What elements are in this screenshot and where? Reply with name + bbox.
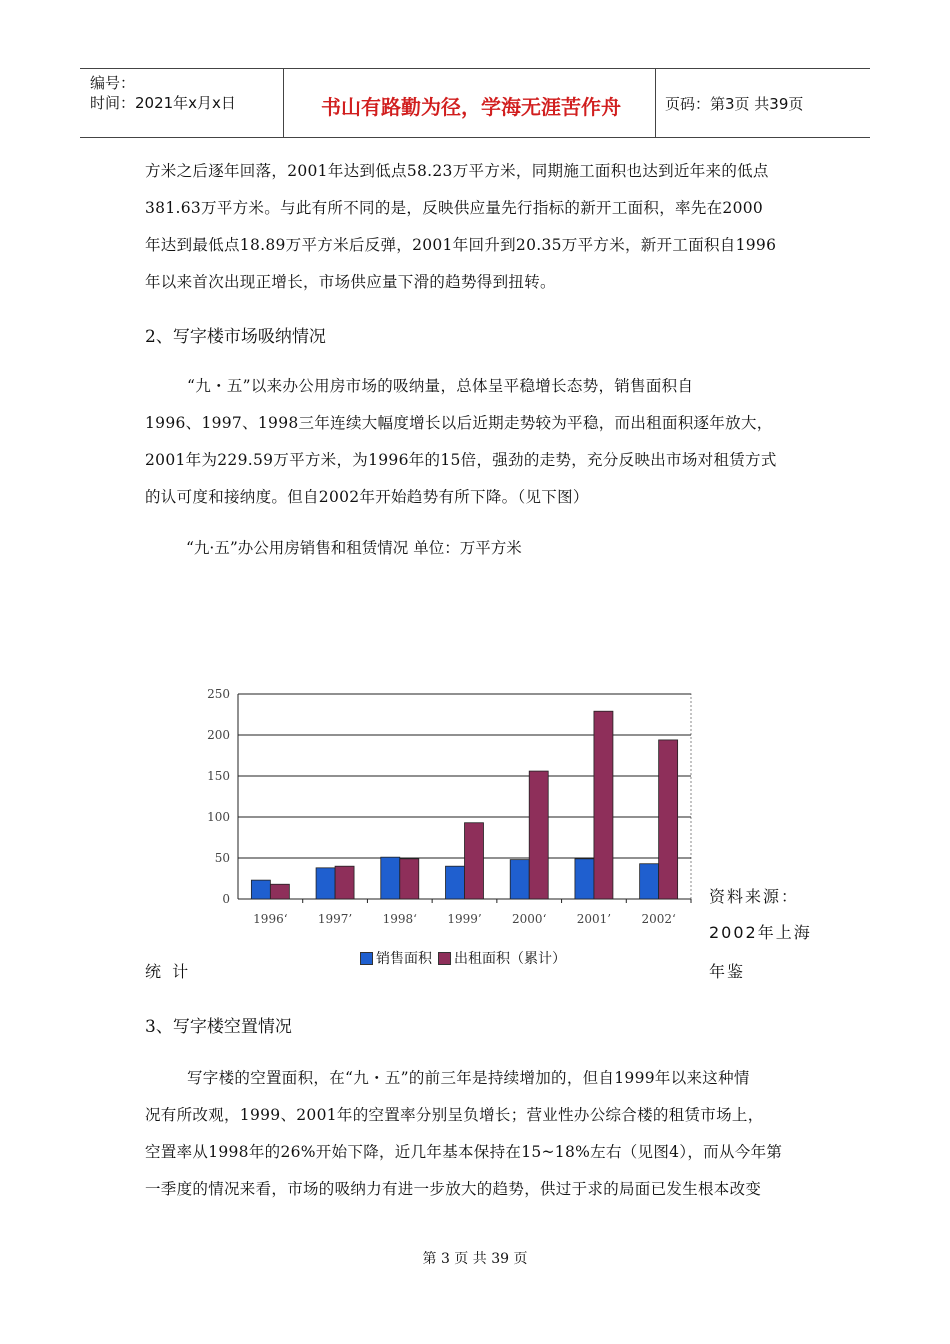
bar-rent (400, 859, 419, 899)
paragraph-line: 1996、1997、1998三年连续大幅度增长以后近期走势较为平稳，而出租面积逐年放大， (145, 414, 773, 432)
x-tick-label: 1999’ (447, 912, 482, 926)
bar-rent (659, 740, 678, 899)
bar-sales (381, 857, 400, 899)
bar-rent (270, 884, 289, 899)
bar-rent (335, 866, 354, 899)
number-label: 编号： (90, 74, 136, 92)
y-tick-label: 250 (207, 687, 230, 701)
x-tick-label: 2002‘ (641, 912, 676, 926)
paragraph-line: 年以来首次出现正增长，市场供应量下滑的趋势得到扭转。 (145, 273, 556, 291)
time-label: 时间：2021年x月x日 (90, 94, 236, 112)
bar-sales (251, 880, 270, 899)
paragraph-1 (145, 153, 815, 301)
x-tick-label: 1998‘ (382, 912, 417, 926)
paragraph-line: 一季度的情况来看，市场的吸纳力有进一步放大的趋势，供过于求的局面已发生根本改变 (145, 1180, 762, 1198)
page-header (80, 68, 870, 138)
bar-rent (594, 711, 613, 899)
bar-rent (529, 771, 548, 899)
section-heading-2: 2、写字楼市场吸纳情况 (145, 327, 326, 347)
paragraph-line: 的认可度和接纳度。但自2002年开始趋势有所下降。（见下图） (145, 488, 589, 506)
paragraph-line: 况有所改观，1999、2001年的空置率分别呈负增长；营业性办公综合楼的租赁市场上， (145, 1106, 764, 1124)
source-line-3a: 统 计 (145, 962, 192, 981)
paragraph-line: 方米之后逐年回落，2001年达到低点58.23万平方米，同期施工面积也达到近年来的低点 (145, 162, 769, 180)
header-divider-2 (655, 69, 656, 137)
y-tick-label: 150 (207, 769, 230, 783)
header-meta (90, 73, 236, 113)
bar-chart (200, 680, 700, 930)
y-tick-label: 100 (207, 810, 230, 824)
y-tick-label: 0 (222, 892, 230, 906)
section-heading-3: 3、写字楼空置情况 (145, 1017, 292, 1037)
source-line-3b: 年鉴 (709, 962, 746, 981)
bar-sales (316, 868, 335, 899)
bar-rent (465, 823, 484, 899)
header-page-label: 页码：第3页 共39页 (665, 95, 804, 113)
source-line-1: 资料来源： (709, 887, 800, 906)
bar-sales (510, 860, 529, 899)
page-footer: 第 3 页 共 39 页 (422, 1251, 528, 1267)
x-tick-label: 1996‘ (253, 912, 288, 926)
paragraph-3 (145, 1060, 815, 1208)
chart-caption: “九·五”办公用房销售和租赁情况 单位：万平方米 (186, 539, 522, 557)
x-tick-label: 2001’ (576, 912, 612, 926)
x-tick-label: 2000‘ (512, 912, 547, 926)
y-tick-label: 200 (207, 728, 230, 742)
legend-swatch-sales (360, 952, 373, 965)
bar-sales (446, 866, 465, 899)
bar-sales (575, 859, 594, 899)
paragraph-line: “九・五”以来办公用房市场的吸纳量，总体呈平稳增长态势，销售面积自 (187, 377, 694, 395)
x-tick-label: 1997’ (317, 912, 353, 926)
bar-sales (640, 864, 659, 899)
paragraph-line: 2001年为229.59万平方米，为1996年的15倍，强劲的走势，充分反映出市场对租赁方式 (145, 451, 777, 469)
source-line-2: 2002年上海 (709, 923, 812, 942)
header-divider-1 (283, 69, 284, 137)
chart-legend (360, 948, 566, 968)
legend-label-sales: 销售面积 (376, 951, 432, 967)
paragraph-line: 381.63万平方米。与此有所不同的是，反映供应量先行指标的新开工面积，率先在2000 (145, 199, 764, 217)
legend-label-rent: 出租面积（累计） (454, 951, 566, 967)
legend-swatch-rent (438, 952, 451, 965)
y-tick-label: 50 (214, 851, 230, 865)
paragraph-line: 年达到最低点18.89万平方米后反弹，2001年回升到20.35万平方米，新开工面积自1996 (145, 236, 777, 254)
header-motto: 书山有路勤为径，学海无涯苦作舟 (321, 95, 621, 119)
paragraph-line: 空置率从1998年的26%开始下降，近几年基本保持在15~18%左右（见图4），而从今年第 (145, 1143, 783, 1161)
paragraph-2 (145, 368, 815, 516)
paragraph-line: 写字楼的空置面积，在“九・五”的前三年是持续增加的，但自1999年以来这种情 (187, 1069, 750, 1087)
